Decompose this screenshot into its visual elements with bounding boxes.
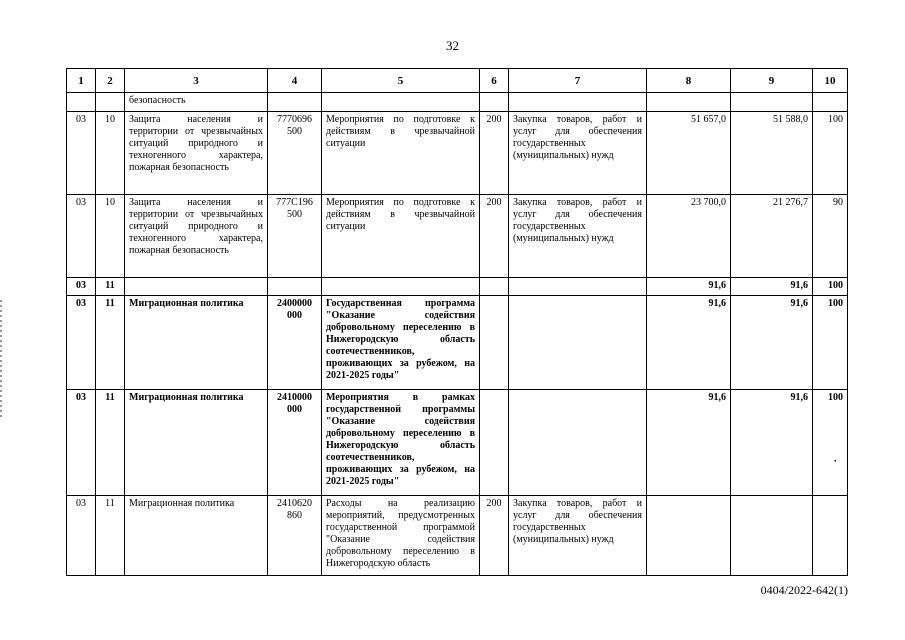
cell-program: Расходы на реализацию мероприятий, предусмотренных государственной программой "Оказание содействия добровольному переселению в Нижегородскую область: [322, 496, 480, 576]
cell-name: Защита населения и территории от чрезвычайных ситуаций природного и техногенного характера, пожарная безопасность: [125, 195, 268, 278]
cell-subsection: 11: [96, 278, 125, 296]
cell-actual: [731, 496, 813, 576]
cell-expense-name: [509, 93, 647, 112]
cell-subsection: 11: [96, 390, 125, 496]
cell-section: [67, 93, 96, 112]
cell-section: 03: [67, 112, 96, 195]
cell-actual: 91,6: [731, 278, 813, 296]
cell-target-code: 2410620 860: [268, 496, 322, 576]
cell-target-code: 2400000 000: [268, 296, 322, 390]
cell-program: [322, 278, 480, 296]
col-header-7: 7: [509, 69, 647, 93]
table-row: [67, 195, 848, 278]
document-code: 0404/2022-642(1): [760, 583, 848, 597]
cell-program: Мероприятия по подготовке к действиям в чрезвычайной ситуации: [322, 195, 480, 278]
cell-planned: 91,6: [647, 390, 731, 496]
cell-program: [322, 93, 480, 112]
cell-expense-name: Закупка товаров, работ и услуг для обеспечения государственных (муниципальных) нужд: [509, 112, 647, 195]
cell-target-code: [268, 278, 322, 296]
col-header-1: 1: [67, 69, 96, 93]
cell-expense-name: Закупка товаров, работ и услуг для обеспечения государственных (муниципальных) нужд: [509, 496, 647, 576]
cell-expense-type: [480, 296, 509, 390]
cell-expense-type: [480, 278, 509, 296]
col-header-3: 3: [125, 69, 268, 93]
table-row: [67, 278, 848, 296]
cell-name: [125, 278, 268, 296]
cell-subsection: 11: [96, 496, 125, 576]
cell-program: Мероприятия в рамках государственной программы "Оказание содействия добровольному переселению в Нижегородскую область соотечественников, проживающих за рубежом, на 2021-2025 годы": [322, 390, 480, 496]
cell-target-code: 777С196 500: [268, 195, 322, 278]
cell-subsection: 10: [96, 195, 125, 278]
table-header-row: [67, 69, 848, 93]
cell-expense-type: 200: [480, 112, 509, 195]
cell-target-code: 2410000 000: [268, 390, 322, 496]
cell-actual: 21 276,7: [731, 195, 813, 278]
cell-subsection: 10: [96, 112, 125, 195]
cell-percent: 90: [813, 195, 848, 278]
cell-planned: 91,6: [647, 296, 731, 390]
cell-expense-name: [509, 390, 647, 496]
col-header-9: 9: [731, 69, 813, 93]
cell-percent: 100: [813, 112, 848, 195]
table-row: [67, 112, 848, 195]
cell-planned: [647, 93, 731, 112]
cell-name: Миграционная политика: [125, 296, 268, 390]
cell-actual: 51 588,0: [731, 112, 813, 195]
col-header-10: 10: [813, 69, 848, 93]
cell-planned: 23 700,0: [647, 195, 731, 278]
cell-planned: 91,6: [647, 278, 731, 296]
cell-expense-type: [480, 390, 509, 496]
cell-actual: 91,6: [731, 296, 813, 390]
cell-name: Миграционная политика: [125, 390, 268, 496]
col-header-8: 8: [647, 69, 731, 93]
cell-percent: 100: [813, 278, 848, 296]
cell-expense-name: [509, 296, 647, 390]
scan-edge-mark: [0, 300, 2, 420]
cell-expense-name: [509, 278, 647, 296]
cell-name: Миграционная политика: [125, 496, 268, 576]
cell-percent: [813, 390, 848, 496]
cell-section: 03: [67, 296, 96, 390]
table-row: [67, 390, 848, 496]
cell-expense-type: 200: [480, 195, 509, 278]
col-header-2: 2: [96, 69, 125, 93]
col-header-6: 6: [480, 69, 509, 93]
cell-actual: 91,6: [731, 390, 813, 496]
cell-expense-name: Закупка товаров, работ и услуг для обеспечения государственных (муниципальных) нужд: [509, 195, 647, 278]
table-row: [67, 296, 848, 390]
cell-percent: [813, 93, 848, 112]
cell-section: 03: [67, 390, 96, 496]
cell-section: 03: [67, 278, 96, 296]
cell-program: Мероприятия по подготовке к действиям в чрезвычайной ситуации: [322, 112, 480, 195]
table-row: [67, 496, 848, 576]
cell-name: Защита населения и территории от чрезвычайных ситуаций природного и техногенного характера, пожарная безопасность: [125, 112, 268, 195]
budget-table: [66, 68, 848, 576]
cell-subsection: 11: [96, 296, 125, 390]
cell-expense-type: 200: [480, 496, 509, 576]
cell-name: безопасность: [125, 93, 268, 112]
table-row: [67, 93, 848, 112]
cell-program: Государственная программа "Оказание содействия добровольному переселению в Нижегородскую область соотечественников, проживающих за рубежом, на 2021-2025 годы": [322, 296, 480, 390]
cell-planned: [647, 496, 731, 576]
cell-target-code: 7770696 500: [268, 112, 322, 195]
cell-subsection: [96, 93, 125, 112]
page-number: 32: [446, 38, 459, 53]
cell-percent-value: 100: [828, 392, 843, 403]
cell-section: 03: [67, 195, 96, 278]
cell-actual: [731, 93, 813, 112]
cell-planned: 51 657,0: [647, 112, 731, 195]
scan-dot: ·: [833, 456, 837, 467]
cell-percent: 100: [813, 296, 848, 390]
cell-target-code: [268, 93, 322, 112]
col-header-4: 4: [268, 69, 322, 93]
cell-percent: [813, 496, 848, 576]
col-header-5: 5: [322, 69, 480, 93]
cell-expense-type: [480, 93, 509, 112]
cell-section: 03: [67, 496, 96, 576]
